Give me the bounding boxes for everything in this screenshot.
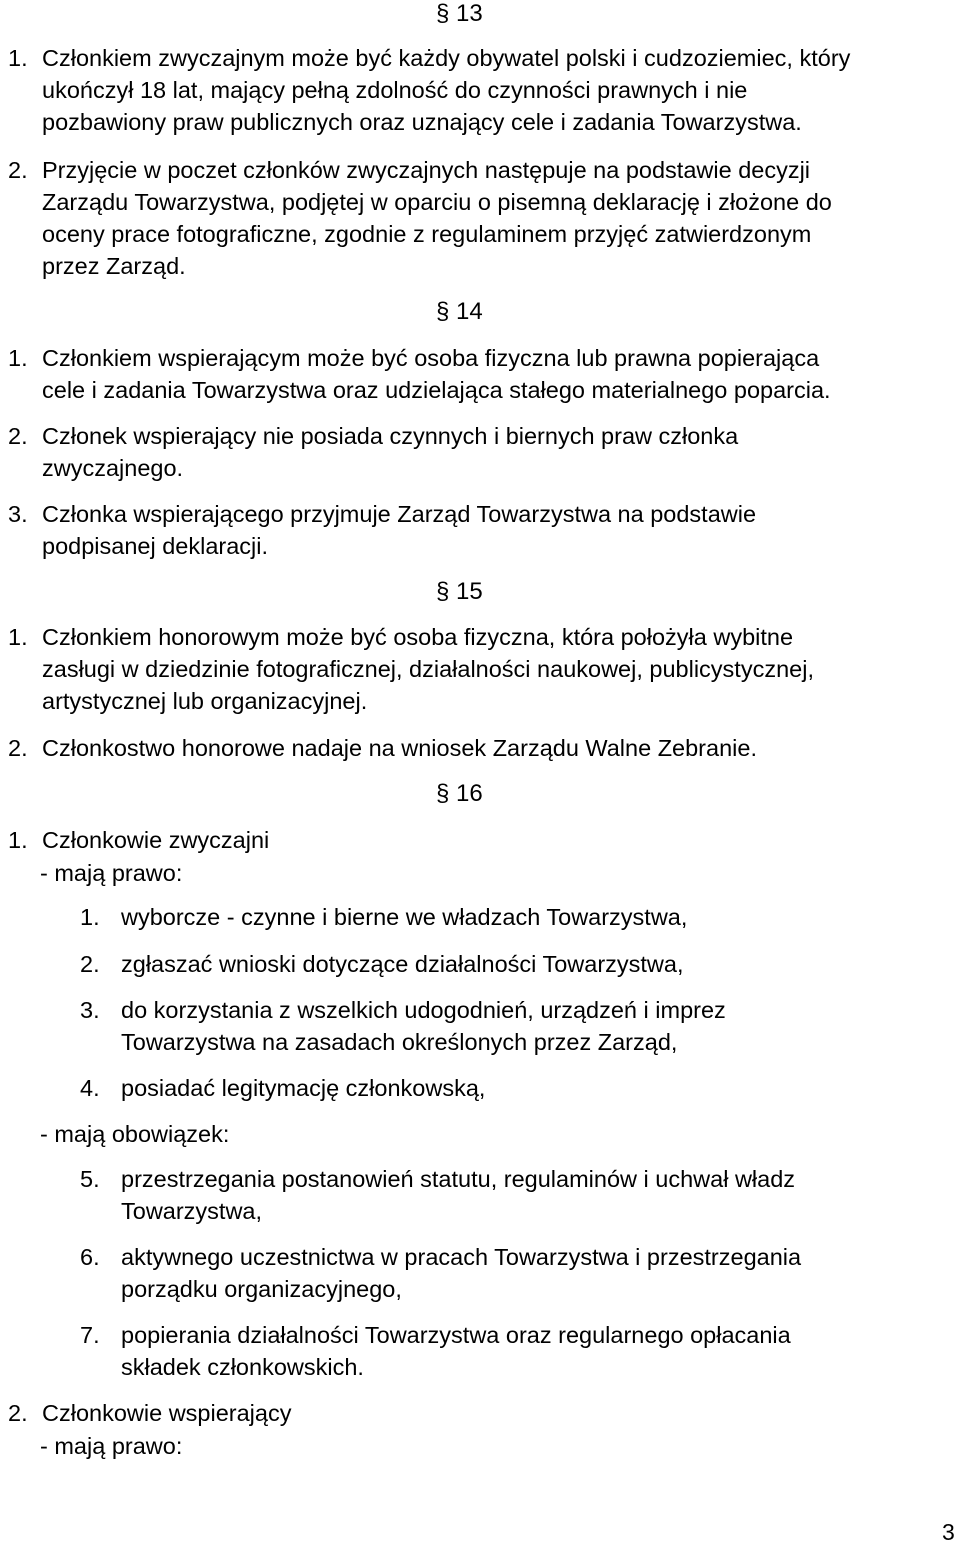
item-number: 2. [8, 423, 28, 449]
text-line: Zarządu Towarzystwa, podjętej w oparciu o pisemną deklarację i złożone do [42, 189, 832, 215]
item-number: 1. [8, 45, 28, 71]
subitem [0, 1163, 950, 1227]
text-line: artystycznej lub organizacyjnej. [42, 688, 368, 714]
item-text [42, 42, 950, 138]
text-line: zasługi w dziedzinie fotograficznej, działalności naukowej, publicystycznej, [42, 656, 814, 682]
text-line: Członkostwo honorowe nadaje na wniosek Zarządu Walne Zebranie. [42, 735, 757, 761]
section-13-body-2 [0, 154, 950, 282]
section-14-heading: § 14 [436, 298, 483, 325]
item-label: Członkowie zwyczajni [42, 827, 270, 853]
item-text [42, 732, 950, 764]
page-number: 3 [942, 1519, 955, 1545]
section-14-body-2 [0, 420, 950, 484]
duties-item-7 [0, 1319, 950, 1383]
section-15-heading: § 15 [436, 578, 483, 605]
rights-item-4 [0, 1072, 950, 1104]
item-number: 1. [8, 827, 28, 853]
section-16-heading: § 16 [436, 780, 483, 807]
text-line: Członkiem zwyczajnym może być każdy obywatel polski i cudzoziemiec, który [42, 45, 851, 71]
section-15-body-2 [0, 732, 950, 764]
subitem [0, 1319, 950, 1383]
text-line: Przyjęcie w poczet członków zwyczajnych następuje na podstawie decyzji [42, 157, 811, 183]
text-line: cele i zadania Towarzystwa oraz udzielająca stałego materialnego poparcia. [42, 377, 831, 403]
subitem [0, 1241, 950, 1305]
subitem [0, 948, 950, 980]
item-text [42, 498, 950, 562]
text-line: ukończył 18 lat, mający pełną zdolność do czynności prawnych i nie [42, 77, 748, 103]
item-number: 4. [80, 1075, 100, 1101]
rights-item-1 [0, 901, 950, 933]
section-13-item-2 [0, 154, 950, 282]
item-number: 7. [80, 1322, 100, 1348]
item-number: 2. [8, 1400, 28, 1426]
item-number: 1. [8, 345, 28, 371]
item-text [42, 342, 950, 406]
text-line: zgłaszać wnioski dotyczące działalności Towarzystwa, [121, 951, 684, 977]
subitem [0, 994, 950, 1058]
section-15-item-2 [0, 732, 950, 764]
item-text [42, 621, 950, 717]
text-line: popierania działalności Towarzystwa oraz regularnego opłacania [121, 1322, 791, 1348]
rights-label-2: - mają prawo: [40, 1433, 183, 1459]
item-number: 6. [80, 1244, 100, 1270]
section-14-item-1 [0, 342, 950, 406]
section-13-item-1 [0, 42, 950, 138]
item-text [42, 420, 950, 484]
item-number: 2. [8, 157, 28, 183]
duties-label: - mają obowiązek: [40, 1121, 230, 1147]
section-14-item-3 [0, 498, 950, 562]
text-line: wyborcze - czynne i bierne we władzach Towarzystwa, [121, 904, 688, 930]
members-regular [0, 824, 950, 856]
members-supporting [0, 1397, 950, 1429]
section-13-body [0, 42, 950, 138]
text-line: Towarzystwa, [121, 1198, 263, 1224]
item-text [42, 154, 950, 282]
duties-item-5 [0, 1163, 950, 1227]
item-number: 3. [80, 997, 100, 1023]
section-14-body [0, 342, 950, 406]
item-number: 2. [80, 951, 100, 977]
text-line: posiadać legitymację członkowską, [121, 1075, 486, 1101]
item-number: 1. [8, 624, 28, 650]
duties-item-6 [0, 1241, 950, 1305]
text-line: pozbawiony praw publicznych oraz uznający cele i zadania Towarzystwa. [42, 109, 802, 135]
section-14-item-2 [0, 420, 950, 484]
text-line: do korzystania z wszelkich udogodnień, urządzeń i imprez [121, 997, 726, 1023]
rights-item-3 [0, 994, 950, 1058]
text-line: Członkiem honorowym może być osoba fizyczna, która położyła wybitne [42, 624, 794, 650]
text-line: składek członkowskich. [121, 1354, 364, 1380]
item-number: 3. [8, 501, 28, 527]
section-15-body [0, 621, 950, 717]
item-number: 5. [80, 1166, 100, 1192]
text-line: aktywnego uczestnictwa w pracach Towarzystwa i przestrzegania [121, 1244, 802, 1270]
section-13-heading: § 13 [436, 0, 483, 27]
text-line: Członka wspierającego przyjmuje Zarząd Towarzystwa na podstawie [42, 501, 757, 527]
item-number: 2. [8, 735, 28, 761]
rights-label: - mają prawo: [40, 860, 183, 886]
rights-item-2 [0, 948, 950, 980]
subitem [0, 1072, 950, 1104]
text-line: zwyczajnego. [42, 455, 184, 481]
item-label: Członkowie wspierający [42, 1400, 292, 1426]
item-number: 1. [80, 904, 100, 930]
section-14-body-3 [0, 498, 950, 562]
text-line: przestrzegania postanowień statutu, regulaminów i uchwał władz [121, 1166, 796, 1192]
section-16-item-1 [0, 824, 950, 856]
text-line: podpisanej deklaracji. [42, 533, 269, 559]
section-16-item-2 [0, 1397, 950, 1429]
text-line: porządku organizacyjnego, [121, 1276, 402, 1302]
text-line: Towarzystwa na zasadach określonych przez Zarząd, [121, 1029, 678, 1055]
section-15-item-1 [0, 621, 950, 717]
subitem [0, 901, 950, 933]
text-line: przez Zarząd. [42, 253, 186, 279]
text-line: Członek wspierający nie posiada czynnych i biernych praw członka [42, 423, 739, 449]
text-line: oceny prace fotograficzne, zgodnie z regulaminem przyjęć zatwierdzonym [42, 221, 812, 247]
text-line: Członkiem wspierającym może być osoba fizyczna lub prawna popierająca [42, 345, 820, 371]
